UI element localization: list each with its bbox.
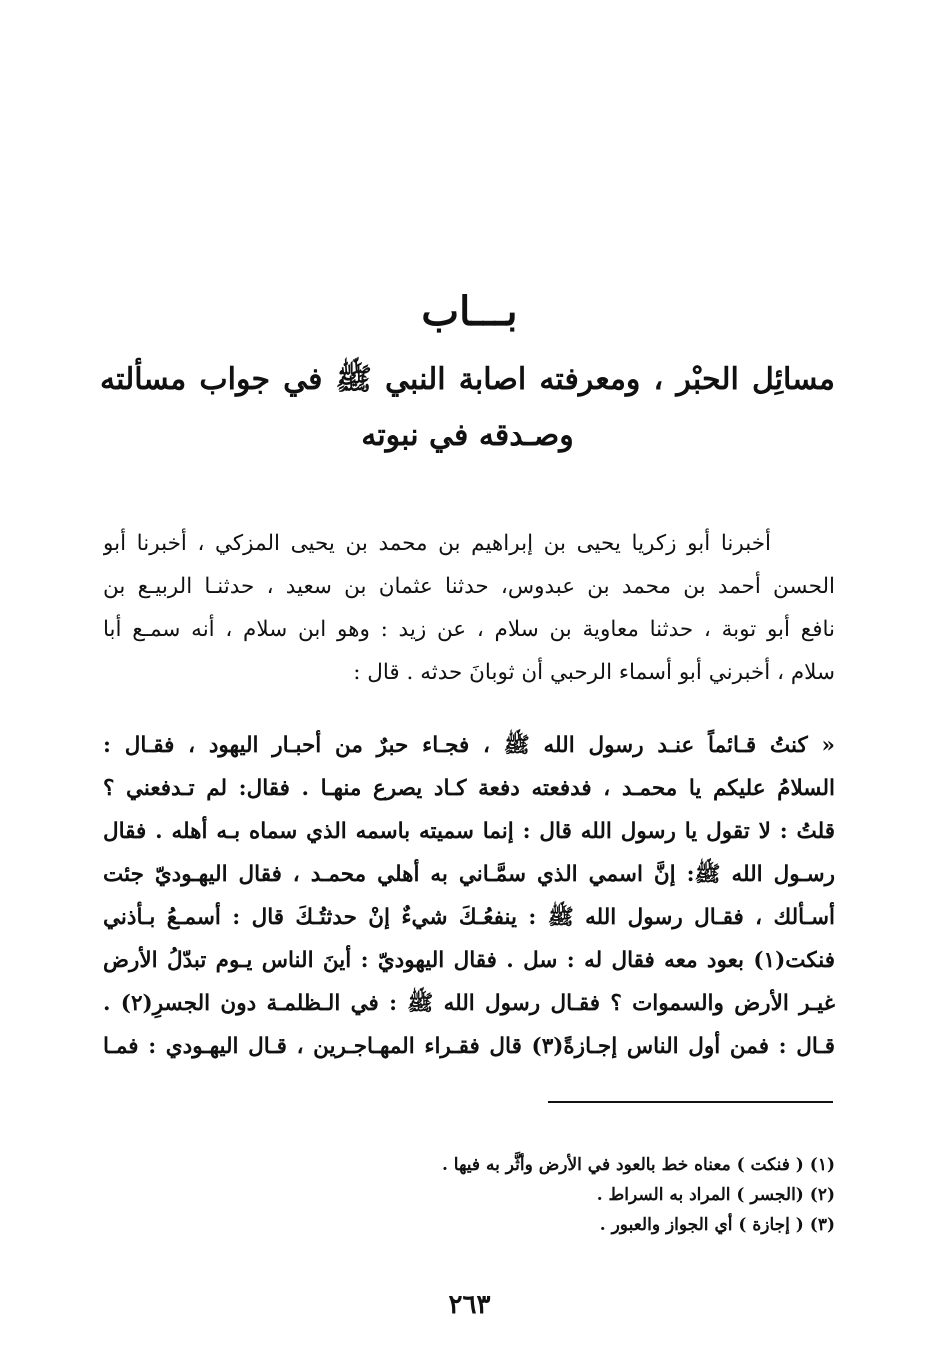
chapter-heading: بـــاب: [421, 288, 518, 335]
footnote-divider: [548, 1101, 833, 1103]
text-line: أسـألك ، فقـال رسول الله ﷺ : ينفعُـكَ شيءٌ إنْ حدثتُـكَ قال : أسمـعُ بـأذني: [103, 905, 835, 930]
footnote: (٣) ( إجازة ) أي الجواز والعبور .: [599, 1215, 835, 1235]
footnote: (٢) (الجسر ) المراد به السراط .: [596, 1185, 835, 1205]
isnad-paragraph: [103, 522, 835, 694]
page-number: ٢٦٣: [448, 1290, 491, 1320]
text-line: رسـول الله ﷺ: إنَّ اسمي الذي سمَّـاني به أهلي محمـد ، فقال اليهـوديّ جئت: [103, 862, 835, 887]
text-line: غيـر الأرض والسموات ؟ فقـال رسول الله ﷺ : في الـظلمـة دون الجسرِ(٢) .: [103, 991, 835, 1016]
text-line: الحسن أحمد بن محمد بن عبدوس، حدثنا عثمان بن سعيد ، حدثنـا الربيـع بن: [103, 574, 835, 599]
chapter-title: مسائِل الحبْر ، ومعرفته اصابة النبي ﷺ في جواب مسألته وصـدقه في نبوته: [100, 362, 835, 453]
text-line: أخبرنا أبو زكريا يحيى بن إبراهيم بن محمد بن يحيى المزكي ، أخبرنا أبو: [103, 531, 771, 556]
text-line: نافع أبو توبة ، حدثنا معاوية بن سلام ، عن زيد : وهو ابن سلام ، أنه سمـع أبا: [103, 617, 835, 642]
footnotes: [300, 1150, 835, 1240]
footnote: (١) ( فنكت ) معناه خط بالعود في الأرض وأثَّر به فيها .: [441, 1155, 835, 1175]
text-line: سلام ، أخبرني أبو أسماء الرحبي أن ثوبانَ حدثه . قال :: [353, 660, 835, 685]
text-line: السلامُ عليكم يا محمـد ، فدفعته دفعة كـاد يصرع منهـا . فقال: لم تـدفعني ؟: [103, 776, 835, 801]
text-line: « كنتُ قـائماً عنـد رسول الله ﷺ ، فجـاء حبرٌ من أحبـار اليهود ، فقـال :: [103, 733, 835, 758]
text-line: فنكت(١) بعود معه فقال له : سل . فقال اليهوديّ : أينَ الناس يـوم تبدّلُ الأرض: [103, 948, 835, 973]
text-line: قلتُ : لا تقول يا رسول الله قال : إنما سميته باسمه الذي سماه بـه أهله . فقال: [103, 819, 835, 844]
hadith-paragraph: [103, 724, 835, 1068]
text-line: قـال : فمن أول الناس إجـازةً(٣) قال فقـراء المهـاجـرين ، قـال اليهـودي : فمـا: [103, 1034, 835, 1059]
